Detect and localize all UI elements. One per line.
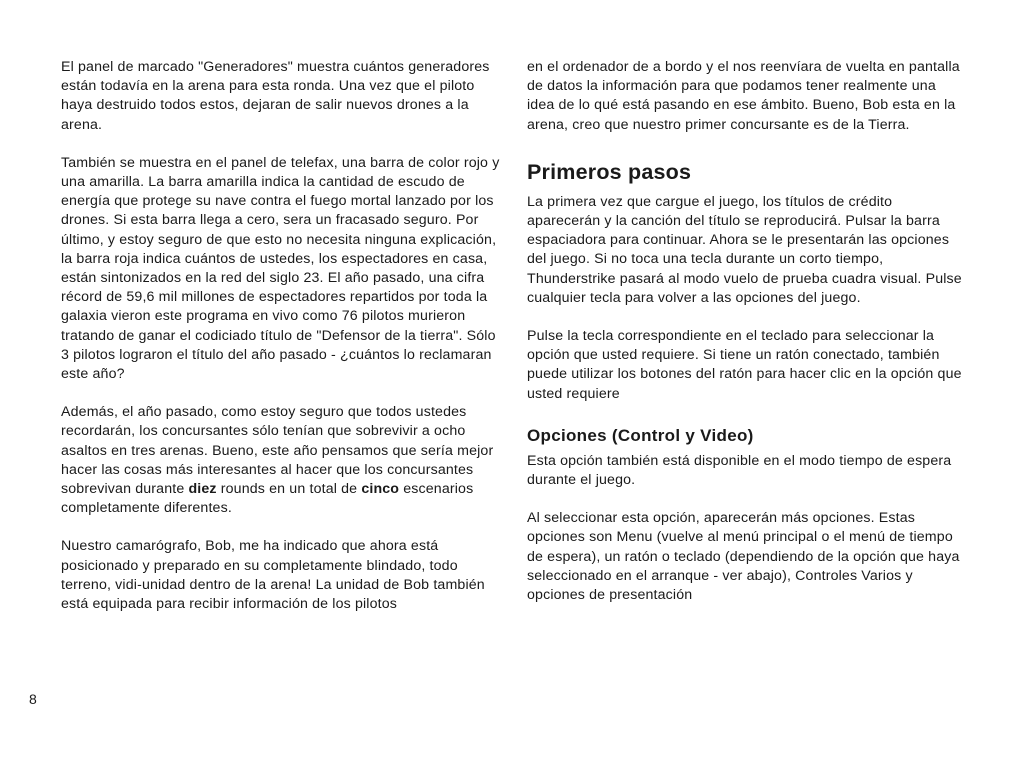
paragraph-pulse-tecla: Pulse la tecla correspondiente en el teclado para seleccionar la opción que usted requiere. Si tiene un ratón conectado, también puede utilizar los botones del ratón para hacer clic en la opción que usted requiere: [527, 328, 962, 402]
rondas-text-c: rounds en un total de: [216, 481, 362, 498]
spacer: [527, 185, 967, 193]
paragraph-generadores: El panel de marcado "Generadores" muestra cuántos generadores están todavía en la arena para esta ronda. Una vez que el piloto haya destruido todos estos, dejaran de salir nuevos drones a la arena.: [61, 59, 490, 133]
spacer: [527, 404, 967, 425]
rondas-text-a: Además, el año pasado, como estoy seguro que todos ustedes recordarán, los concursantes sólo tenían que sobrevivir a ocho asaltos en tres arenas. Bueno, este año pensamos que sería mejor hacer las cosas más interesantes al hacer que los concursantes sobrevivan durante: [61, 404, 494, 498]
spacer: [61, 518, 501, 537]
spacer: [527, 308, 967, 327]
heading-primeros-pasos: Primeros pasos: [527, 159, 692, 184]
paragraph-ordenador: en el ordenador de a bordo y el nos reenvíara de vuelta en pantalla de datos la información para que podamos tener realmente una idea de lo qué está pasando en ese ámbito. Bueno, Bob esta en la arena, creo que nuestro primer concursante es de la Tierra.: [527, 59, 960, 133]
rondas-bold-diez: diez: [188, 481, 217, 498]
page-number: 8: [29, 691, 37, 707]
rondas-text-d: escenarios completamente diferentes.: [61, 481, 474, 517]
paragraph-primera-vez: La primera vez que cargue el juego, los títulos de crédito aparecerán y la canción del título se reproducirá. Pulsar la barra espaciadora para continuar. Ahora se le presentarán las opciones del juego. Si no toca una tecla durante un corto tiempo, Thunderstrike pasará al modo vuelo de prueba cuadra visual. Pulse cualquier tecla para volver a las opciones del juego.: [527, 193, 962, 306]
left-column: [61, 58, 501, 614]
paragraph-telefax: También se muestra en el panel de telefax, una barra de color rojo y una amarilla. La barra amarilla indica la cantidad de escudo de energía que protege su nave contra el fuego mortal lanzado por los drones. Si esta barra llega a cero, sera un fracasado seguro. Por último, y estoy seguro de que esto no necesita ninguna explicación, la barra roja indica cuántos de ustedes, los espectadores en casa, están sintonizados en la red del siglo 23. El año pasado, una cifra récord de 59,6 mil millones de espectadores repartidos por toda la galaxia vieron este programa en vivo como 76 pilotos murieron tratando de ganar el codiciado título de "Defensor de la tierra". Sólo 3 pilotos lograron el título del año pasado - ¿cuántos lo reclamaran este año?: [61, 154, 500, 383]
paragraph-opcion-disponible: Esta opción también está disponible en el modo tiempo de espera durante el juego.: [527, 452, 952, 489]
heading-opciones: Opciones (Control y Video): [527, 425, 754, 445]
spacer: [527, 135, 967, 159]
spacer: [61, 384, 501, 403]
paragraph-seleccionar: Al seleccionar esta opción, aparecerán más opciones. Estas opciones son Menu (vuelve al menú principal o el menú de tiempo de espera), un ratón o teclado (dependiendo de la opción que haya seleccionado en el arranque - ver abajo), Controles Varios y opciones de presentación: [527, 510, 960, 604]
spacer: [527, 490, 967, 509]
rondas-bold-cinco: cinco: [361, 481, 400, 498]
paragraph-camarografo: Nuestro camarógrafo, Bob, me ha indicado que ahora está posicionado y preparado en su completamente blindado, todo terreno, vidi-unidad dentro de la arena! La unidad de Bob también está equipada para recibir información de los pilotos: [61, 538, 485, 613]
right-column: [527, 58, 967, 605]
paragraph-rondas: [61, 403, 501, 518]
spacer: [61, 135, 501, 154]
